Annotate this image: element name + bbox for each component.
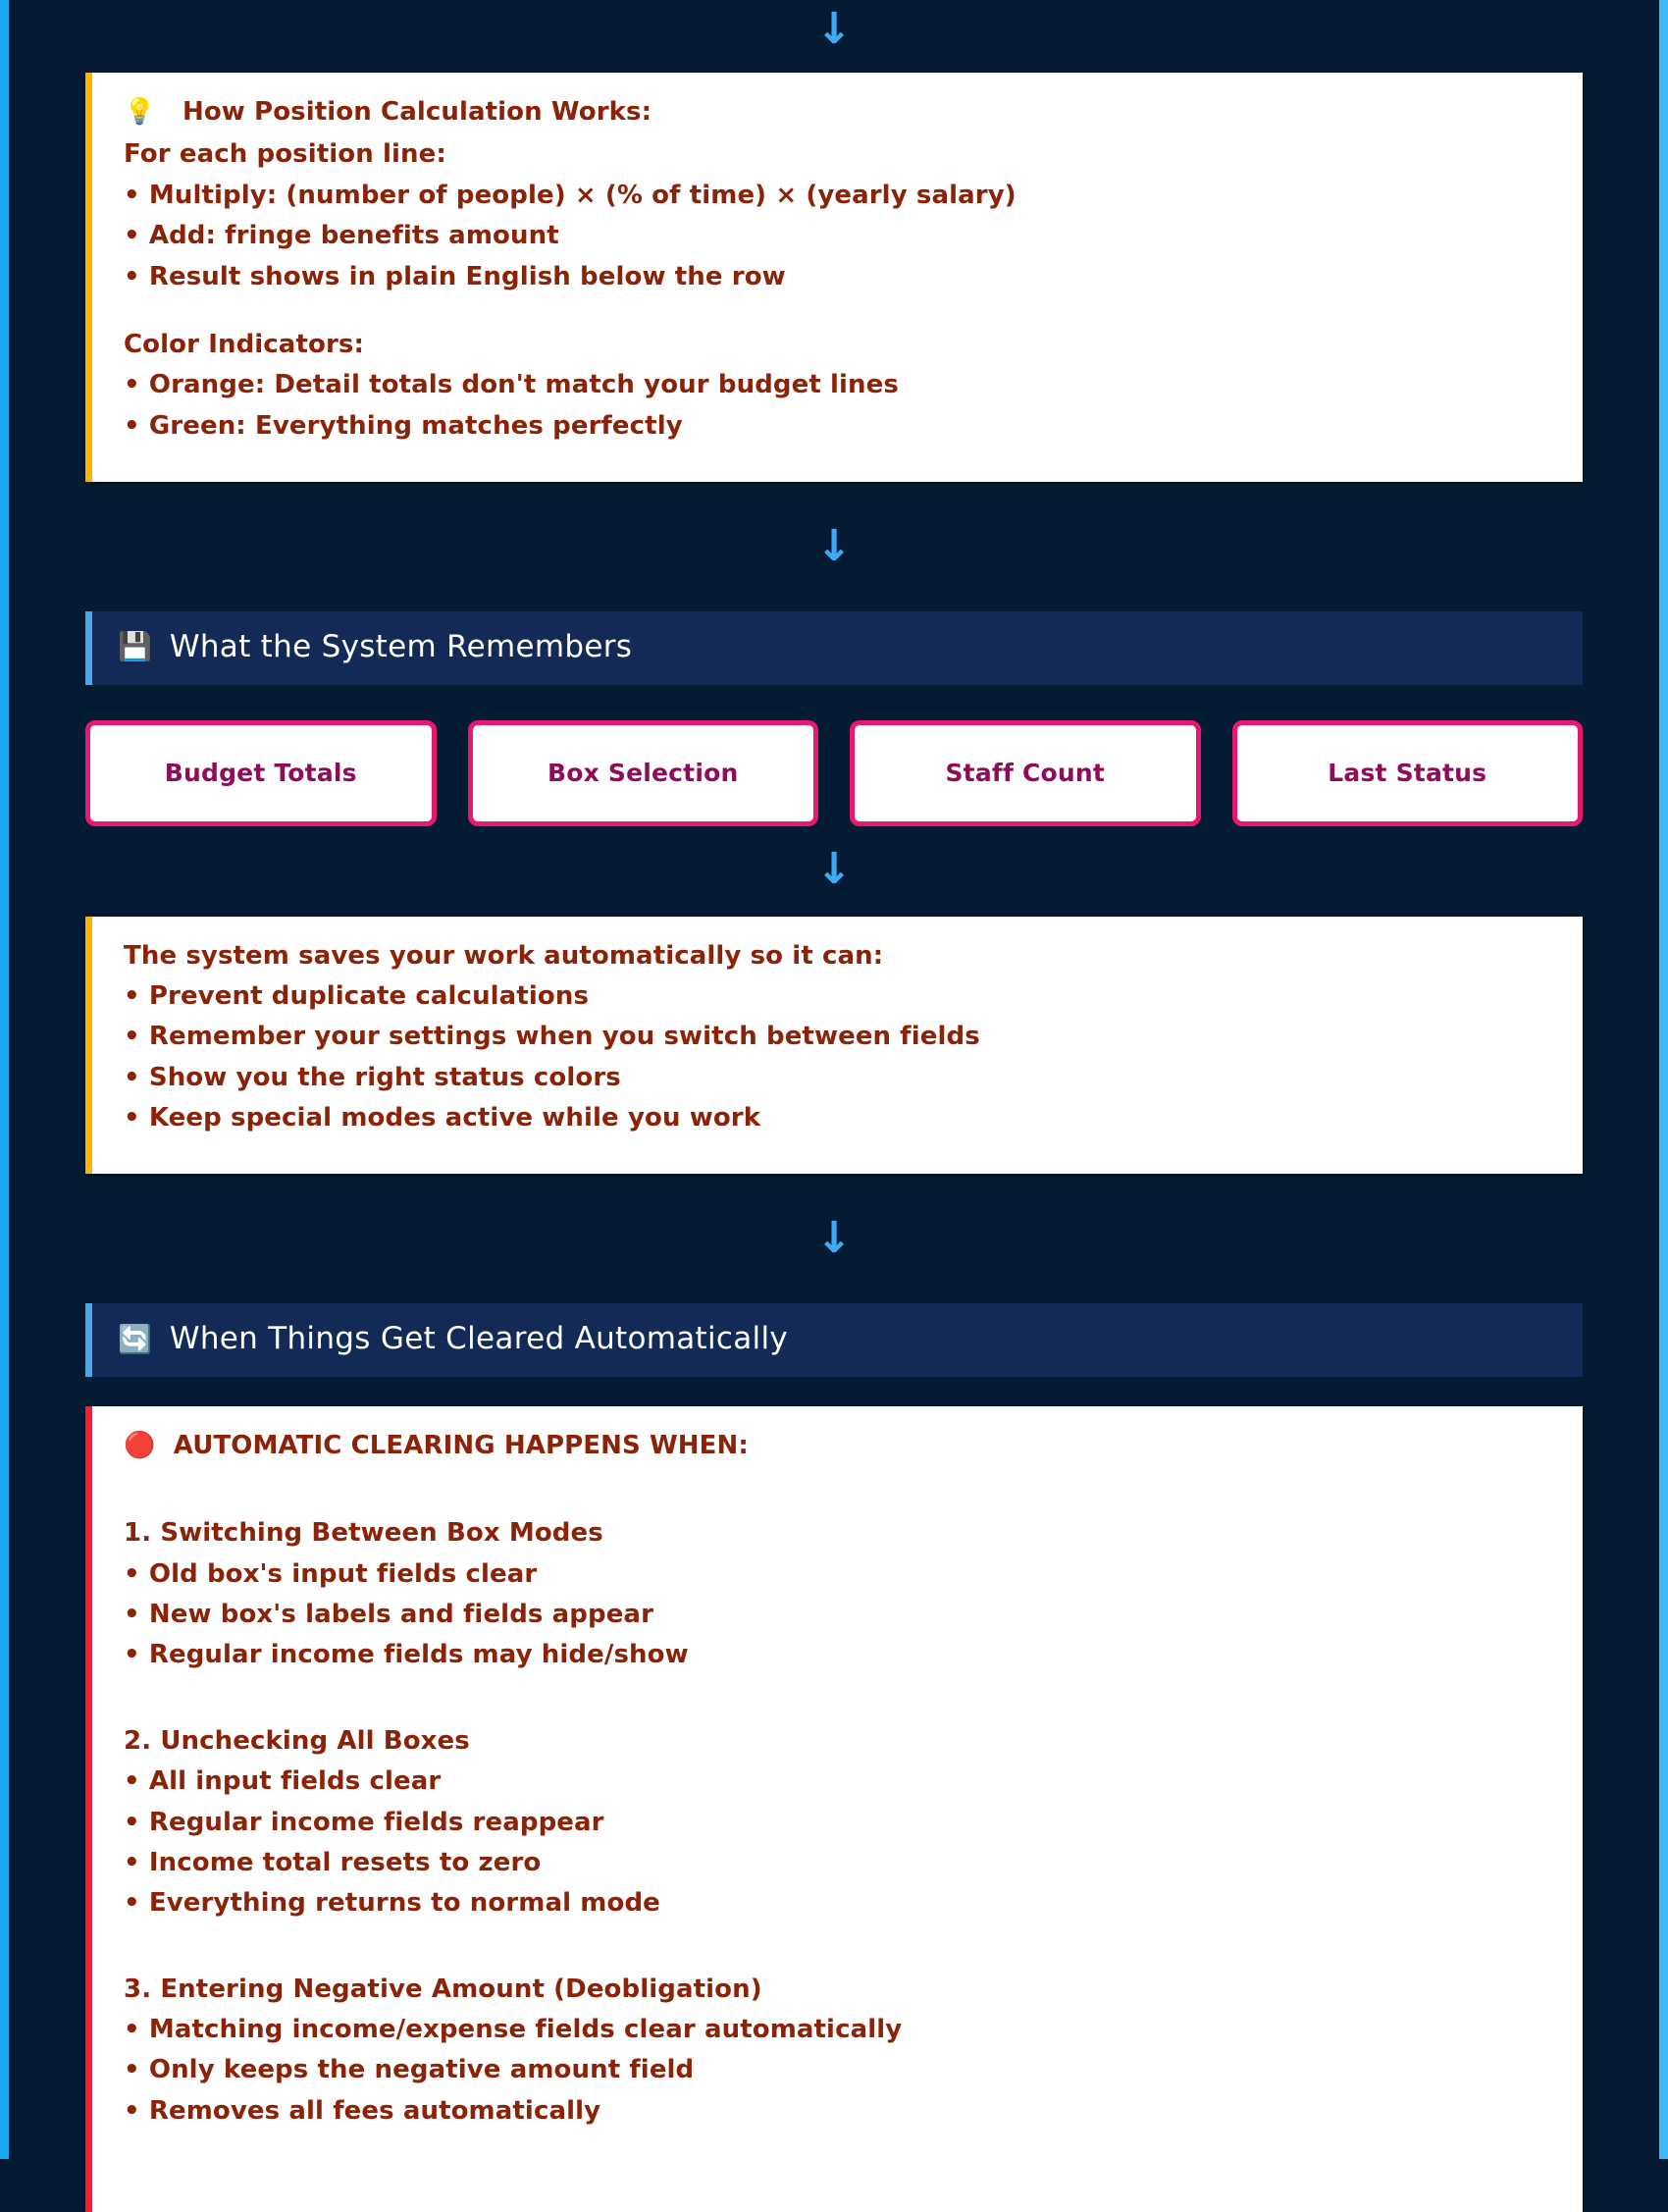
color-indicator-0: • Orange: Detail totals don't match your budget lines	[124, 370, 899, 400]
spacer	[124, 303, 1547, 331]
clearing-group-2-bullet-1: • Only keeps the negative amount field	[124, 2055, 695, 2085]
spacer	[9, 1377, 1659, 1406]
autosave-bullet-3: • Keep special modes active while you work	[124, 1103, 761, 1133]
section-header-clearing	[85, 1303, 1583, 1377]
refresh-arrows-icon: 🔄	[118, 1322, 152, 1355]
memo-card-label: Staff Count	[945, 759, 1106, 788]
spacer	[9, 568, 1659, 611]
position-calc-heading: How Position Calculation Works:	[182, 97, 652, 127]
clearing-group-1-bullet-1: • Regular income fields reappear	[124, 1807, 604, 1837]
clearing-group-1-bullet-3: • Everything returns to normal mode	[124, 1888, 660, 1919]
position-calc-heading-line	[124, 98, 1547, 127]
section-title-remembers: What the System Remembers	[169, 629, 633, 664]
clearing-group-1-bullet-0: • All input fields clear	[124, 1766, 442, 1797]
clearing-group-2-title: 3. Entering Negative Amount (Deobligation)	[124, 1974, 762, 2004]
clearing-group-0-bullet-0: • Old box's input fields clear	[124, 1558, 538, 1589]
color-indicator-1: • Green: Everything matches perfectly	[124, 410, 683, 441]
autosave-bullet-1: • Remember your settings when you switch between fields	[124, 1022, 980, 1052]
position-calculation-box	[85, 73, 1583, 482]
spacer	[9, 891, 1659, 917]
autosave-bullet-2: • Show you the right status colors	[124, 1062, 621, 1092]
page-root	[9, 0, 1659, 2212]
spacer	[124, 1682, 1547, 1727]
spacer	[9, 482, 1659, 525]
spacer	[9, 1174, 1659, 1217]
memo-card-label: Last Status	[1328, 759, 1487, 788]
autosave-box	[85, 917, 1583, 1175]
autosave-bullet-0: • Prevent duplicate calculations	[124, 980, 590, 1011]
spacer	[124, 1474, 1547, 1519]
clearing-group-1-title: 2. Unchecking All Boxes	[124, 1725, 470, 1756]
position-calc-bullet-2: • Result shows in plain English below the row	[124, 261, 786, 291]
automatic-clearing-box	[85, 1406, 1583, 2212]
memo-card-staff-count[interactable]	[850, 720, 1201, 826]
position-calc-bullet-1: • Add: fringe benefits amount	[124, 221, 559, 251]
color-indicators-heading: Color Indicators:	[124, 329, 364, 359]
memo-card-last-status[interactable]	[1232, 720, 1584, 826]
clearing-group-0-bullet-2: • Regular income fields may hide/show	[124, 1640, 689, 1670]
red-circle-icon: 🔴	[124, 1430, 156, 1460]
clearing-heading-line	[124, 1432, 1547, 1460]
section-title-clearing: When Things Get Cleared Automatically	[169, 1321, 789, 1357]
clearing-group-2-bullet-2: • Removes all fees automatically	[124, 2095, 601, 2126]
autosave-heading: The system saves your work automatically so it can:	[124, 940, 884, 971]
memo-card-label: Box Selection	[547, 759, 739, 788]
floppy-disk-icon: 💾	[118, 630, 152, 663]
spacer	[124, 1930, 1547, 1975]
clearing-group-0-bullet-1: • New box's labels and fields appear	[124, 1600, 654, 1630]
flow-arrow-top: ↓	[815, 4, 853, 54]
clearing-group-2-bullet-0: • Matching income/expense fields clear automatically	[124, 2015, 903, 2045]
memo-card-label: Budget Totals	[164, 759, 357, 788]
spacer	[9, 685, 1659, 720]
position-calc-bullet-0: • Multiply: (number of people) × (% of time) × (yearly salary)	[124, 180, 1016, 210]
memo-card-box-selection[interactable]	[468, 720, 819, 826]
memo-card-budget-totals[interactable]	[85, 720, 437, 826]
section-header-remembers	[85, 611, 1583, 685]
spacer	[124, 2137, 1547, 2183]
remembers-card-grid	[85, 720, 1583, 826]
spacer	[9, 1260, 1659, 1303]
position-calc-subheading: For each position line:	[124, 139, 446, 170]
clearing-heading: AUTOMATIC CLEARING HAPPENS WHEN:	[173, 1430, 749, 1460]
spacer	[9, 51, 1659, 73]
light-bulb-icon: 💡	[124, 97, 156, 127]
clearing-group-1-bullet-2: • Income total resets to zero	[124, 1847, 542, 1877]
flow-arrow-after-cards: ↓	[815, 843, 853, 894]
flow-arrow-after-autosave-box: ↓	[815, 1213, 853, 1264]
flow-arrow-after-position-box: ↓	[815, 521, 853, 571]
clearing-group-0-title: 1. Switching Between Box Modes	[124, 1518, 603, 1549]
